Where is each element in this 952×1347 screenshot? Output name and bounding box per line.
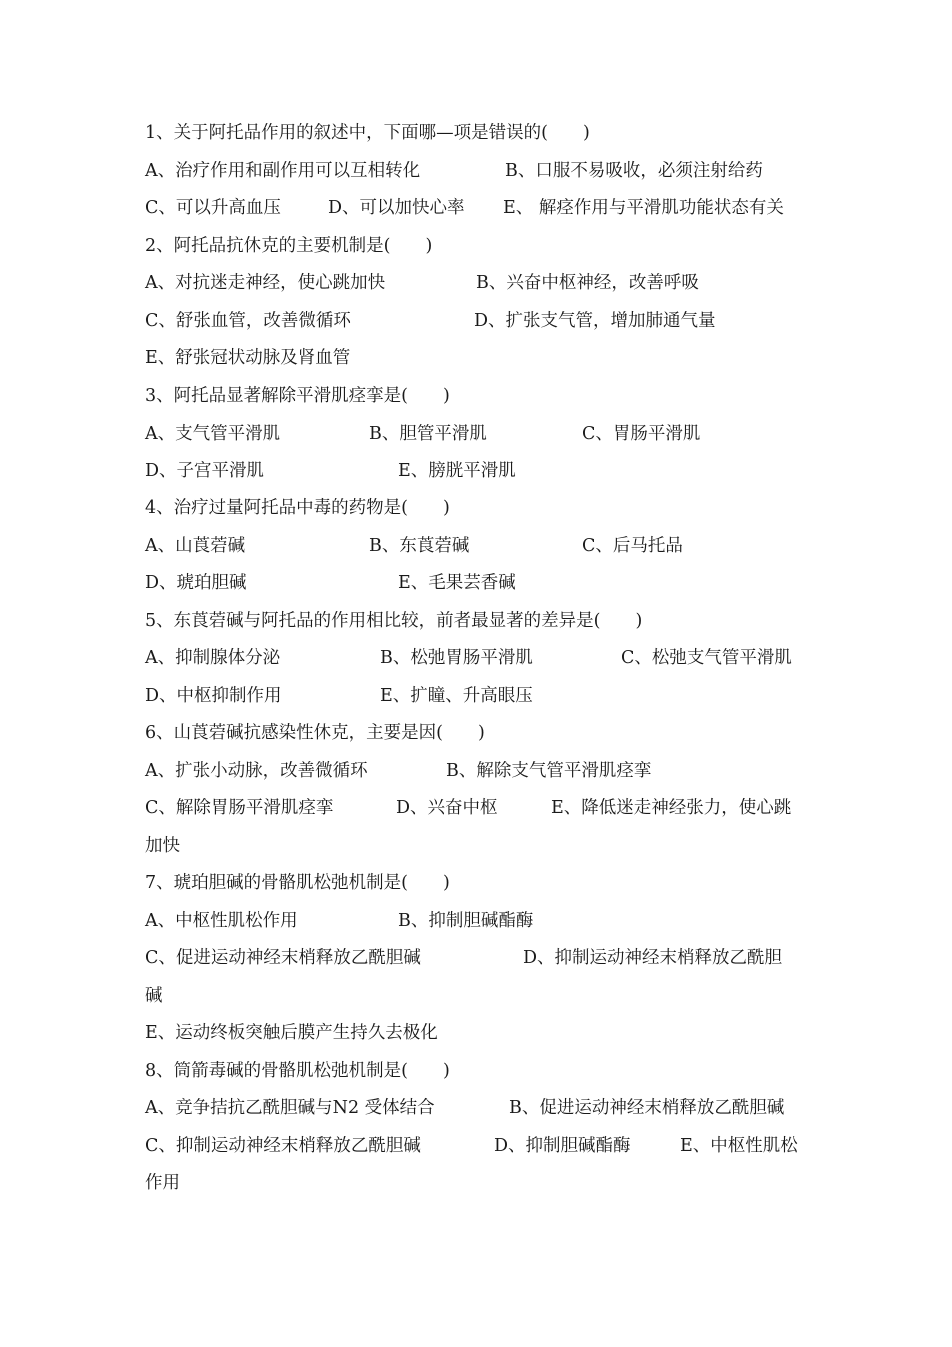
question-5-stem-text: 5、东莨菪碱与阿托品的作用相比较，前者最显著的差异是( ) [145, 611, 643, 631]
q5-option-c: C、松弛支气管平滑肌 [621, 648, 792, 668]
q8-option-e-continued: 作用 [145, 1173, 180, 1193]
q8-option-a: A、竞争拮抗乙酰胆碱与N2 受体结合 [145, 1098, 435, 1118]
q7-option-e: E、运动终板突触后膜产生持久去极化 [145, 1023, 438, 1043]
question-8-options-row-1 [145, 1093, 785, 1123]
q3-option-d: D、子宫平滑肌 [145, 461, 265, 481]
question-7-stem-text: 7、琥珀胆碱的骨骼肌松弛机制是( ) [145, 873, 450, 893]
question-7-options-row-1 [145, 906, 534, 936]
q7-option-d: D、抑制运动神经末梢释放乙酰胆 [523, 948, 783, 968]
q1-option-d: D、可以加快心率 [328, 198, 465, 218]
question-8-options-row-2 [145, 1131, 798, 1161]
question-4-stem-text: 4、治疗过量阿托品中毒的药物是( ) [145, 498, 450, 518]
q2-option-d: D、扩张支气管，增加肺通气量 [474, 311, 716, 331]
q5-option-b: B、松弛胃肠平滑肌 [380, 648, 533, 668]
q3-option-c: C、胃肠平滑肌 [582, 424, 701, 444]
question-6-stem-text: 6、山莨菪碱抗感染性休克，主要是因( ) [145, 723, 485, 743]
question-7-options-row-4 [145, 1018, 438, 1048]
q7-option-c: C、促进运动神经末梢释放乙酰胆碱 [145, 948, 421, 968]
q2-option-b: B、兴奋中枢神经，改善呼吸 [476, 273, 699, 293]
q6-option-e-continued: 加快 [145, 836, 180, 856]
question-5-options-row-2 [145, 681, 533, 711]
q2-option-a: A、对抗迷走神经，使心跳加快 [145, 273, 386, 293]
q4-option-e: E、毛果芸香碱 [398, 573, 516, 593]
question-1-options-row-1 [145, 156, 763, 186]
q1-option-c: C、可以升高血压 [145, 198, 281, 218]
question-7-options-row-2 [145, 943, 783, 973]
question-7-options-row-3 [145, 981, 167, 1011]
question-2-options-row-3 [145, 343, 351, 373]
q7-option-d-continued: 碱 [145, 986, 163, 1006]
q3-option-e: E、膀胱平滑肌 [398, 461, 516, 481]
question-8-options-row-3 [145, 1168, 180, 1198]
question-3-options-row-2 [145, 456, 516, 486]
q8-option-d: D、抑制胆碱酯酶 [494, 1136, 631, 1156]
q6-option-d: D、兴奋中枢 [396, 798, 498, 818]
question-6-options-row-3 [145, 831, 180, 861]
q6-option-c: C、解除胃肠平滑肌痉挛 [145, 798, 334, 818]
q8-option-c: C、抑制运动神经末梢释放乙酰胆碱 [145, 1136, 421, 1156]
question-4-options-row-1 [145, 531, 683, 561]
q1-option-a: A、治疗作用和副作用可以互相转化 [145, 161, 421, 181]
q4-option-a: A、山莨菪碱 [145, 536, 246, 556]
q1-option-e: E、 解痉作用与平滑肌功能状态有关 [503, 198, 784, 218]
question-2-options-row-2 [145, 306, 716, 336]
question-3-options-row-1 [145, 419, 701, 449]
q6-option-e: E、降低迷走神经张力，使心跳 [551, 798, 792, 818]
q4-option-d: D、琥珀胆碱 [145, 573, 247, 593]
q4-option-b: B、东莨菪碱 [369, 536, 470, 556]
question-2-stem-text: 2、阿托品抗休克的主要机制是( ) [145, 236, 433, 256]
q5-option-e: E、扩瞳、升高眼压 [380, 686, 533, 706]
question-1-options-row-2 [145, 193, 784, 223]
question-3-stem-text: 3、阿托品显著解除平滑肌痉挛是( ) [145, 386, 450, 406]
q4-option-c: C、后马托品 [582, 536, 683, 556]
question-5-options-row-1 [145, 643, 792, 673]
q3-option-a: A、支气管平滑肌 [145, 424, 281, 444]
question-6-options-row-2 [145, 793, 792, 823]
q6-option-b: B、解除支气管平滑肌痉挛 [446, 761, 652, 781]
q7-option-a: A、中枢性肌松作用 [145, 911, 298, 931]
q8-option-e: E、中枢性肌松 [680, 1136, 798, 1156]
question-8-stem-text: 8、筒箭毒碱的骨骼肌松弛机制是( ) [145, 1061, 450, 1081]
question-2-options-row-1 [145, 268, 699, 298]
q5-option-a: A、抑制腺体分泌 [145, 648, 281, 668]
q5-option-d: D、中枢抑制作用 [145, 686, 282, 706]
q2-option-c: C、舒张血管，改善微循环 [145, 311, 351, 331]
question-4-options-row-2 [145, 568, 516, 598]
q6-option-a: A、扩张小动脉，改善微循环 [145, 761, 368, 781]
question-1-stem-text: 1、关于阿托品作用的叙述中，下面哪—项是错误的( ) [145, 123, 590, 143]
question-6-options-row-1 [145, 756, 652, 786]
q7-option-b: B、抑制胆碱酯酶 [398, 911, 534, 931]
q8-option-b: B、促进运动神经末梢释放乙酰胆碱 [509, 1098, 785, 1118]
q3-option-b: B、胆管平滑肌 [369, 424, 487, 444]
q1-option-b: B、口服不易吸收，必须注射给药 [505, 161, 763, 181]
q2-option-e: E、舒张冠状动脉及肾血管 [145, 348, 351, 368]
